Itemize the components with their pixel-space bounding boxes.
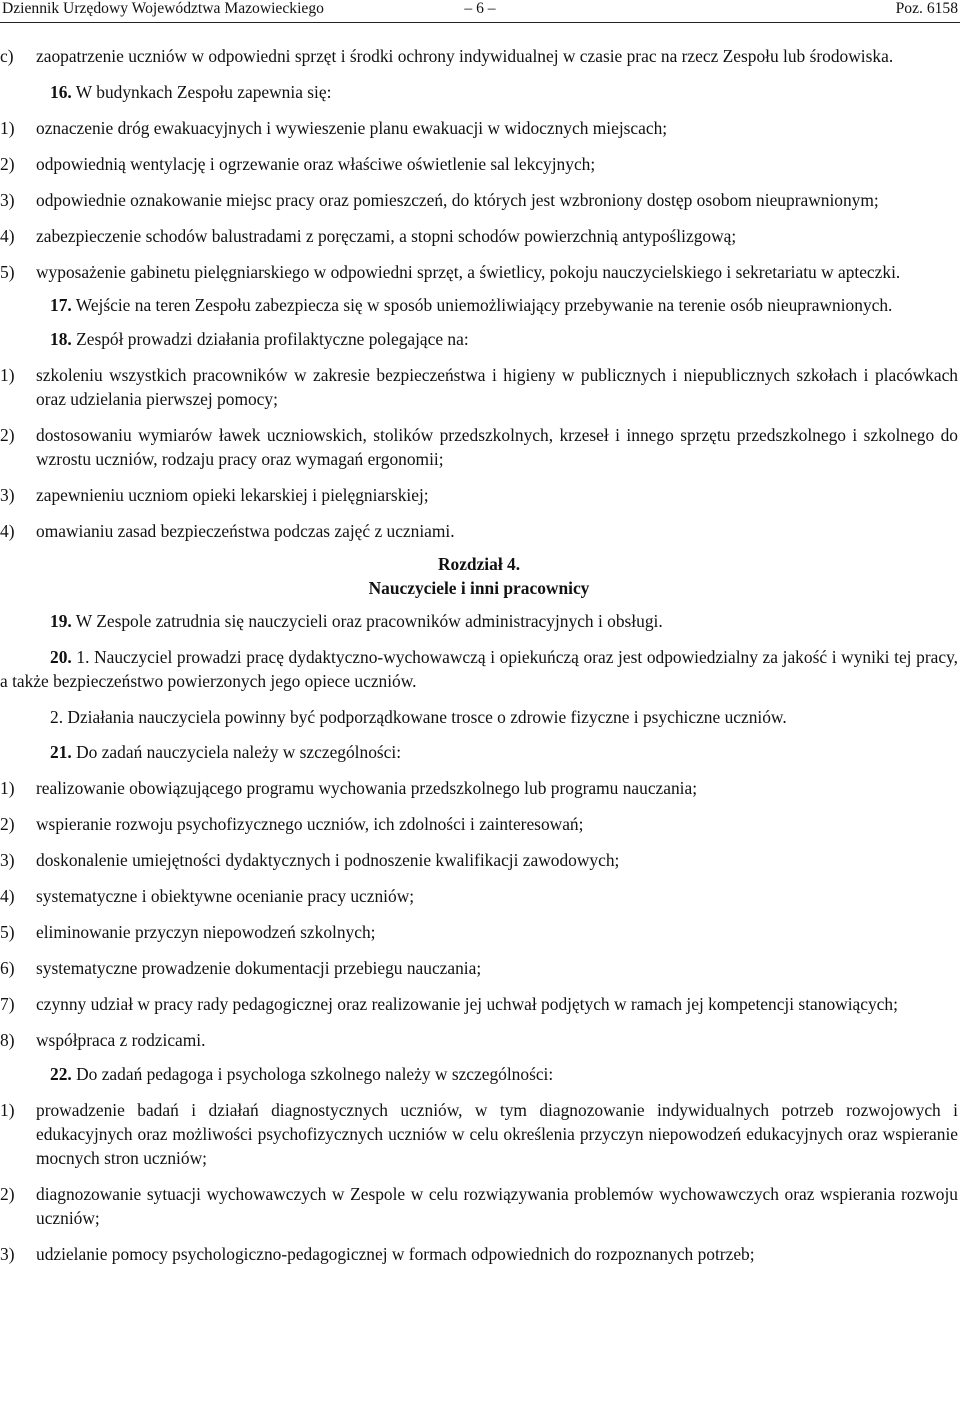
item-number: 3)	[0, 1244, 15, 1264]
section-text: Zespół prowadzi działania profilaktyczne polegające na:	[76, 329, 469, 349]
section-20	[0, 645, 958, 693]
page-header	[0, 0, 960, 23]
item-text: zabezpieczenie schodów balustradami z poręczami, a stopni schodów powierzchnią antypoślizgową;	[36, 226, 737, 246]
s16-item-5	[0, 260, 958, 284]
chapter-number: Rozdział 4.	[437, 554, 521, 574]
item-text: udzielanie pomocy psychologiczno-pedagogicznej w formach odpowiednich do rozpoznanych potrzeb;	[36, 1244, 755, 1264]
item-text: odpowiednią wentylację i ogrzewanie oraz właściwe oświetlenie sal lekcyjnych;	[36, 154, 596, 174]
section-17	[0, 293, 958, 317]
s18-item-2	[0, 423, 958, 471]
item-number: c)	[0, 46, 14, 66]
s18-item-1	[0, 363, 958, 411]
item-number: 5)	[0, 922, 15, 942]
section-22	[0, 1062, 958, 1086]
item-text: oznaczenie dróg ewakuacyjnych i wywieszenie planu ewakuacji w widocznych miejscach;	[36, 118, 668, 138]
s21-item-4	[0, 884, 958, 908]
item-text: wyposażenie gabinetu pielęgniarskiego w odpowiedni sprzęt, a świetlicy, pokoju nauczycielskiego i sekretariatu w apteczki.	[36, 262, 901, 282]
item-number: 4)	[0, 226, 15, 246]
item-text: odpowiednie oznakowanie miejsc pracy oraz pomieszczeń, do których jest wzbroniony dostęp osobom nieuprawnionym;	[36, 190, 879, 210]
s22-item-3	[0, 1242, 958, 1266]
s16-item-4	[0, 224, 958, 248]
item-number: 2)	[0, 154, 15, 174]
item-number: 1)	[0, 778, 15, 798]
item-number: 5)	[0, 262, 15, 282]
s15-item-c	[0, 44, 958, 68]
item-text: prowadzenie badań i działań diagnostycznych uczniów, w tym diagnozowanie indywidualnych potrzeb rozwojowych i edukacyjnych oraz możliwości psychofizycznych uczniów w celu określenia przyczyn niepowodzeń edukacyjnych oraz wspieranie mocnych stron uczniów;	[36, 1100, 958, 1168]
chapter-title: Nauczyciele i inni pracownicy	[368, 578, 590, 598]
item-number: 2)	[0, 814, 15, 834]
item-number: 2)	[0, 425, 15, 445]
s18-item-4	[0, 519, 958, 543]
s22-item-2	[0, 1182, 958, 1230]
item-number: 8)	[0, 1030, 15, 1050]
section-text: Wejście na teren Zespołu zabezpiecza się w sposób uniemożliwiający przebywanie na terenie osób nieuprawnionych.	[75, 295, 893, 315]
item-text: systematyczne prowadzenie dokumentacji przebiegu nauczania;	[36, 958, 482, 978]
section-number: 16.	[50, 82, 72, 102]
item-text: systematyczne i obiektywne ocenianie pracy uczniów;	[36, 886, 415, 906]
section-21	[0, 740, 958, 764]
s22-item-1	[0, 1098, 958, 1170]
item-text: szkoleniu wszystkich pracowników w zakresie bezpieczeństwa i higieny w publicznych i niepublicznych szkołach i placówkach oraz udzielania pierwszej pomocy;	[36, 365, 958, 409]
item-number: 3)	[0, 850, 15, 870]
item-number: 6)	[0, 958, 15, 978]
item-text: eliminowanie przyczyn niepowodzeń szkolnych;	[36, 922, 376, 942]
item-number: 1)	[0, 365, 15, 385]
section-text: W budynkach Zespołu zapewnia się:	[75, 82, 332, 102]
item-text: dostosowaniu wymiarów ławek uczniowskich, stolików przedszkolnych, krzeseł i innego sprzętu przedszkolnego i szkolnego do wzrostu uczniów, rodzaju pracy oraz wymagań ergonomii;	[36, 425, 958, 469]
position-number: Poz. 6158	[895, 0, 958, 17]
section-text: Do zadań nauczyciela należy w szczególności:	[76, 742, 402, 762]
section-text: 1. Nauczyciel prowadzi pracę dydaktyczno-wychowawczą i opiekuńczą oraz jest odpowiedzialny za jakość i wyniki tej pracy, a także bezpieczeństwo powierzonych jego opiece uczniów.	[0, 647, 958, 691]
section-number: 22.	[50, 1064, 72, 1084]
item-number: 1)	[0, 1100, 15, 1120]
item-text: czynny udział w pracy rady pedagogicznej oraz realizowanie jej uchwał podjętych w ramach jej kompetencji stanowiących;	[36, 994, 898, 1014]
s21-item-1	[0, 776, 958, 800]
item-number: 2)	[0, 1184, 15, 1204]
item-text: zaopatrzenie uczniów w odpowiedni sprzęt i środki ochrony indywidualnej w czasie prac na rzecz Zespołu lub środowiska.	[36, 46, 894, 66]
section-number: 18.	[50, 329, 72, 349]
section-number: 20.	[50, 647, 72, 667]
item-number: 1)	[0, 118, 15, 138]
s21-item-5	[0, 920, 958, 944]
section-18	[0, 327, 958, 351]
section-16	[0, 80, 958, 104]
s18-item-3	[0, 483, 958, 507]
item-number: 3)	[0, 190, 15, 210]
item-number: 4)	[0, 521, 15, 541]
section-number: 17.	[50, 295, 72, 315]
s16-item-2	[0, 152, 958, 176]
section-20-paragraph-2: 2. Działania nauczyciela powinny być podporządkowane trosce o zdrowie fizyczne i psychiczne uczniów.	[50, 707, 787, 727]
section-number: 19.	[50, 611, 72, 631]
section-text: Do zadań pedagoga i psychologa szkolnego należy w szczególności:	[76, 1064, 554, 1084]
item-text: wspieranie rozwoju psychofizycznego uczniów, ich zdolności i zainteresowań;	[36, 814, 584, 834]
item-text: współpraca z rodzicami.	[36, 1030, 206, 1050]
s21-item-6	[0, 956, 958, 980]
s21-item-8	[0, 1028, 958, 1052]
item-text: omawianiu zasad bezpieczeństwa podczas zajęć z uczniami.	[36, 521, 455, 541]
item-number: 3)	[0, 485, 15, 505]
s21-item-3	[0, 848, 958, 872]
s21-item-2	[0, 812, 958, 836]
item-number: 7)	[0, 994, 15, 1014]
section-text: W Zespole zatrudnia się nauczycieli oraz pracowników administracyjnych i obsługi.	[75, 611, 663, 631]
item-text: doskonalenie umiejętności dydaktycznych i podnoszenie kwalifikacji zawodowych;	[36, 850, 620, 870]
s21-item-7	[0, 992, 958, 1016]
item-number: 4)	[0, 886, 15, 906]
item-text: realizowanie obowiązującego programu wychowania przedszkolnego lub programu nauczania;	[36, 778, 698, 798]
section-19	[0, 609, 958, 633]
item-text: diagnozowanie sytuacji wychowawczych w Zespole w celu rozwiązywania problemów wychowawczych oraz wspierania rozwoju uczniów;	[36, 1184, 958, 1228]
item-text: zapewnieniu uczniom opieki lekarskiej i pielęgniarskiej;	[36, 485, 429, 505]
document-body	[0, 44, 958, 1266]
page-number: – 6 –	[464, 0, 496, 17]
s16-item-3	[0, 188, 958, 212]
journal-title: Dziennik Urzędowy Województwa Mazowieckiego	[2, 0, 324, 17]
s16-item-1	[0, 116, 958, 140]
section-number: 21.	[50, 742, 72, 762]
